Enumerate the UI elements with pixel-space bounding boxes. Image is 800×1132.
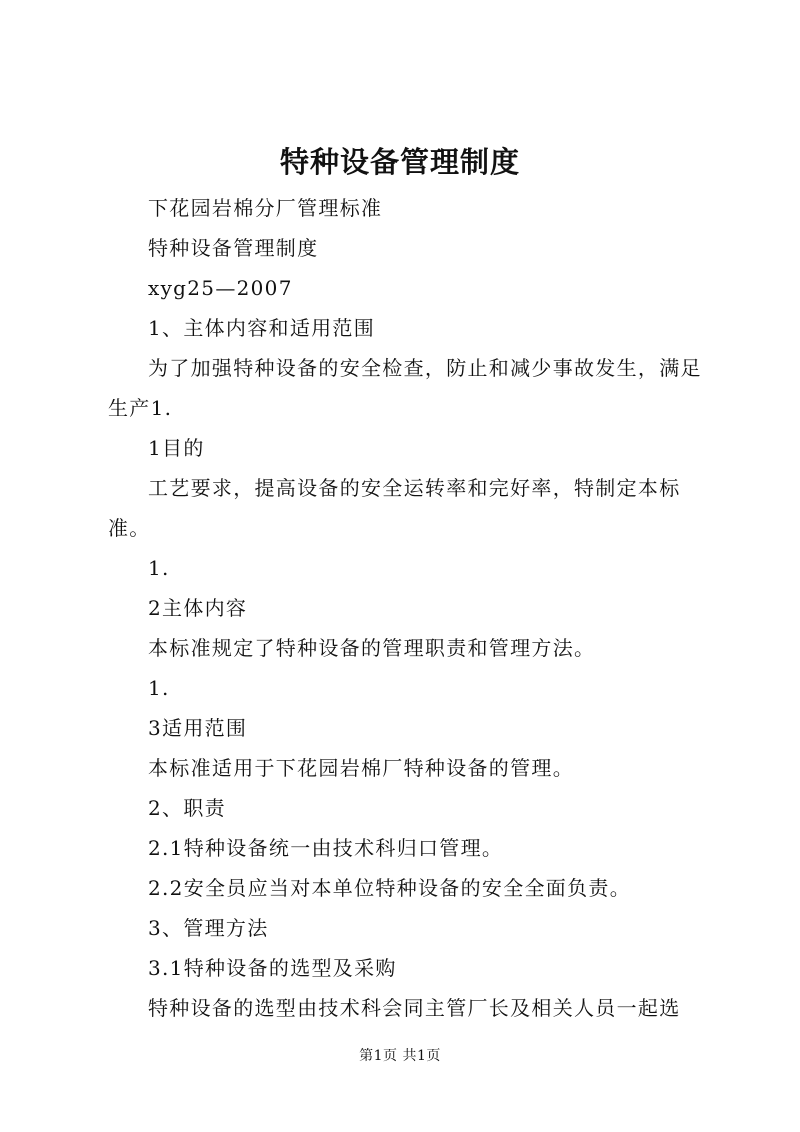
paragraph-duty-2: 2.2安全员应当对本单位特种设备的安全全面负责。 <box>148 876 632 900</box>
paragraph-doc-number: xyg25—2007 <box>148 276 293 300</box>
section-heading-1: 1、主体内容和适用范围 <box>148 316 376 340</box>
paragraph-purpose: 为了加强特种设备的安全检查，防止和减少事故发生，满足生产1. <box>108 356 702 420</box>
section-heading-2: 2、职责 <box>148 796 226 820</box>
paragraph-subtitle: 特种设备管理制度 <box>148 236 319 260</box>
paragraph-requirements: 工艺要求，提高设备的安全运转率和完好率，特制定本标准。 <box>108 476 681 540</box>
paragraph-org-standard: 下花园岩棉分厂管理标准 <box>148 196 383 220</box>
subheading-scope: 3适用范围 <box>148 716 248 740</box>
subheading-selection: 3.1特种设备的选型及采购 <box>148 956 397 980</box>
paragraph-number-1: 1. <box>148 556 170 580</box>
paragraph-duty-1: 2.1特种设备统一由技术科归口管理。 <box>148 836 504 860</box>
subheading-main-content: 2主体内容 <box>148 596 248 620</box>
section-heading-3: 3、管理方法 <box>148 916 269 940</box>
paragraph-main-content: 本标准规定了特种设备的管理职责和管理方法。 <box>148 636 596 660</box>
page-footer: 第1页 共1页 <box>359 1048 441 1064</box>
paragraph-number-2: 1. <box>148 676 170 700</box>
document-title: 特种设备管理制度 <box>279 145 520 179</box>
paragraph-scope: 本标准适用于下花园岩棉厂特种设备的管理。 <box>148 756 574 780</box>
subheading-purpose: 1目的 <box>148 436 205 460</box>
paragraph-selection: 特种设备的选型由技术科会同主管厂长及相关人员一起选 <box>148 996 681 1020</box>
document-body <box>108 188 704 1028</box>
